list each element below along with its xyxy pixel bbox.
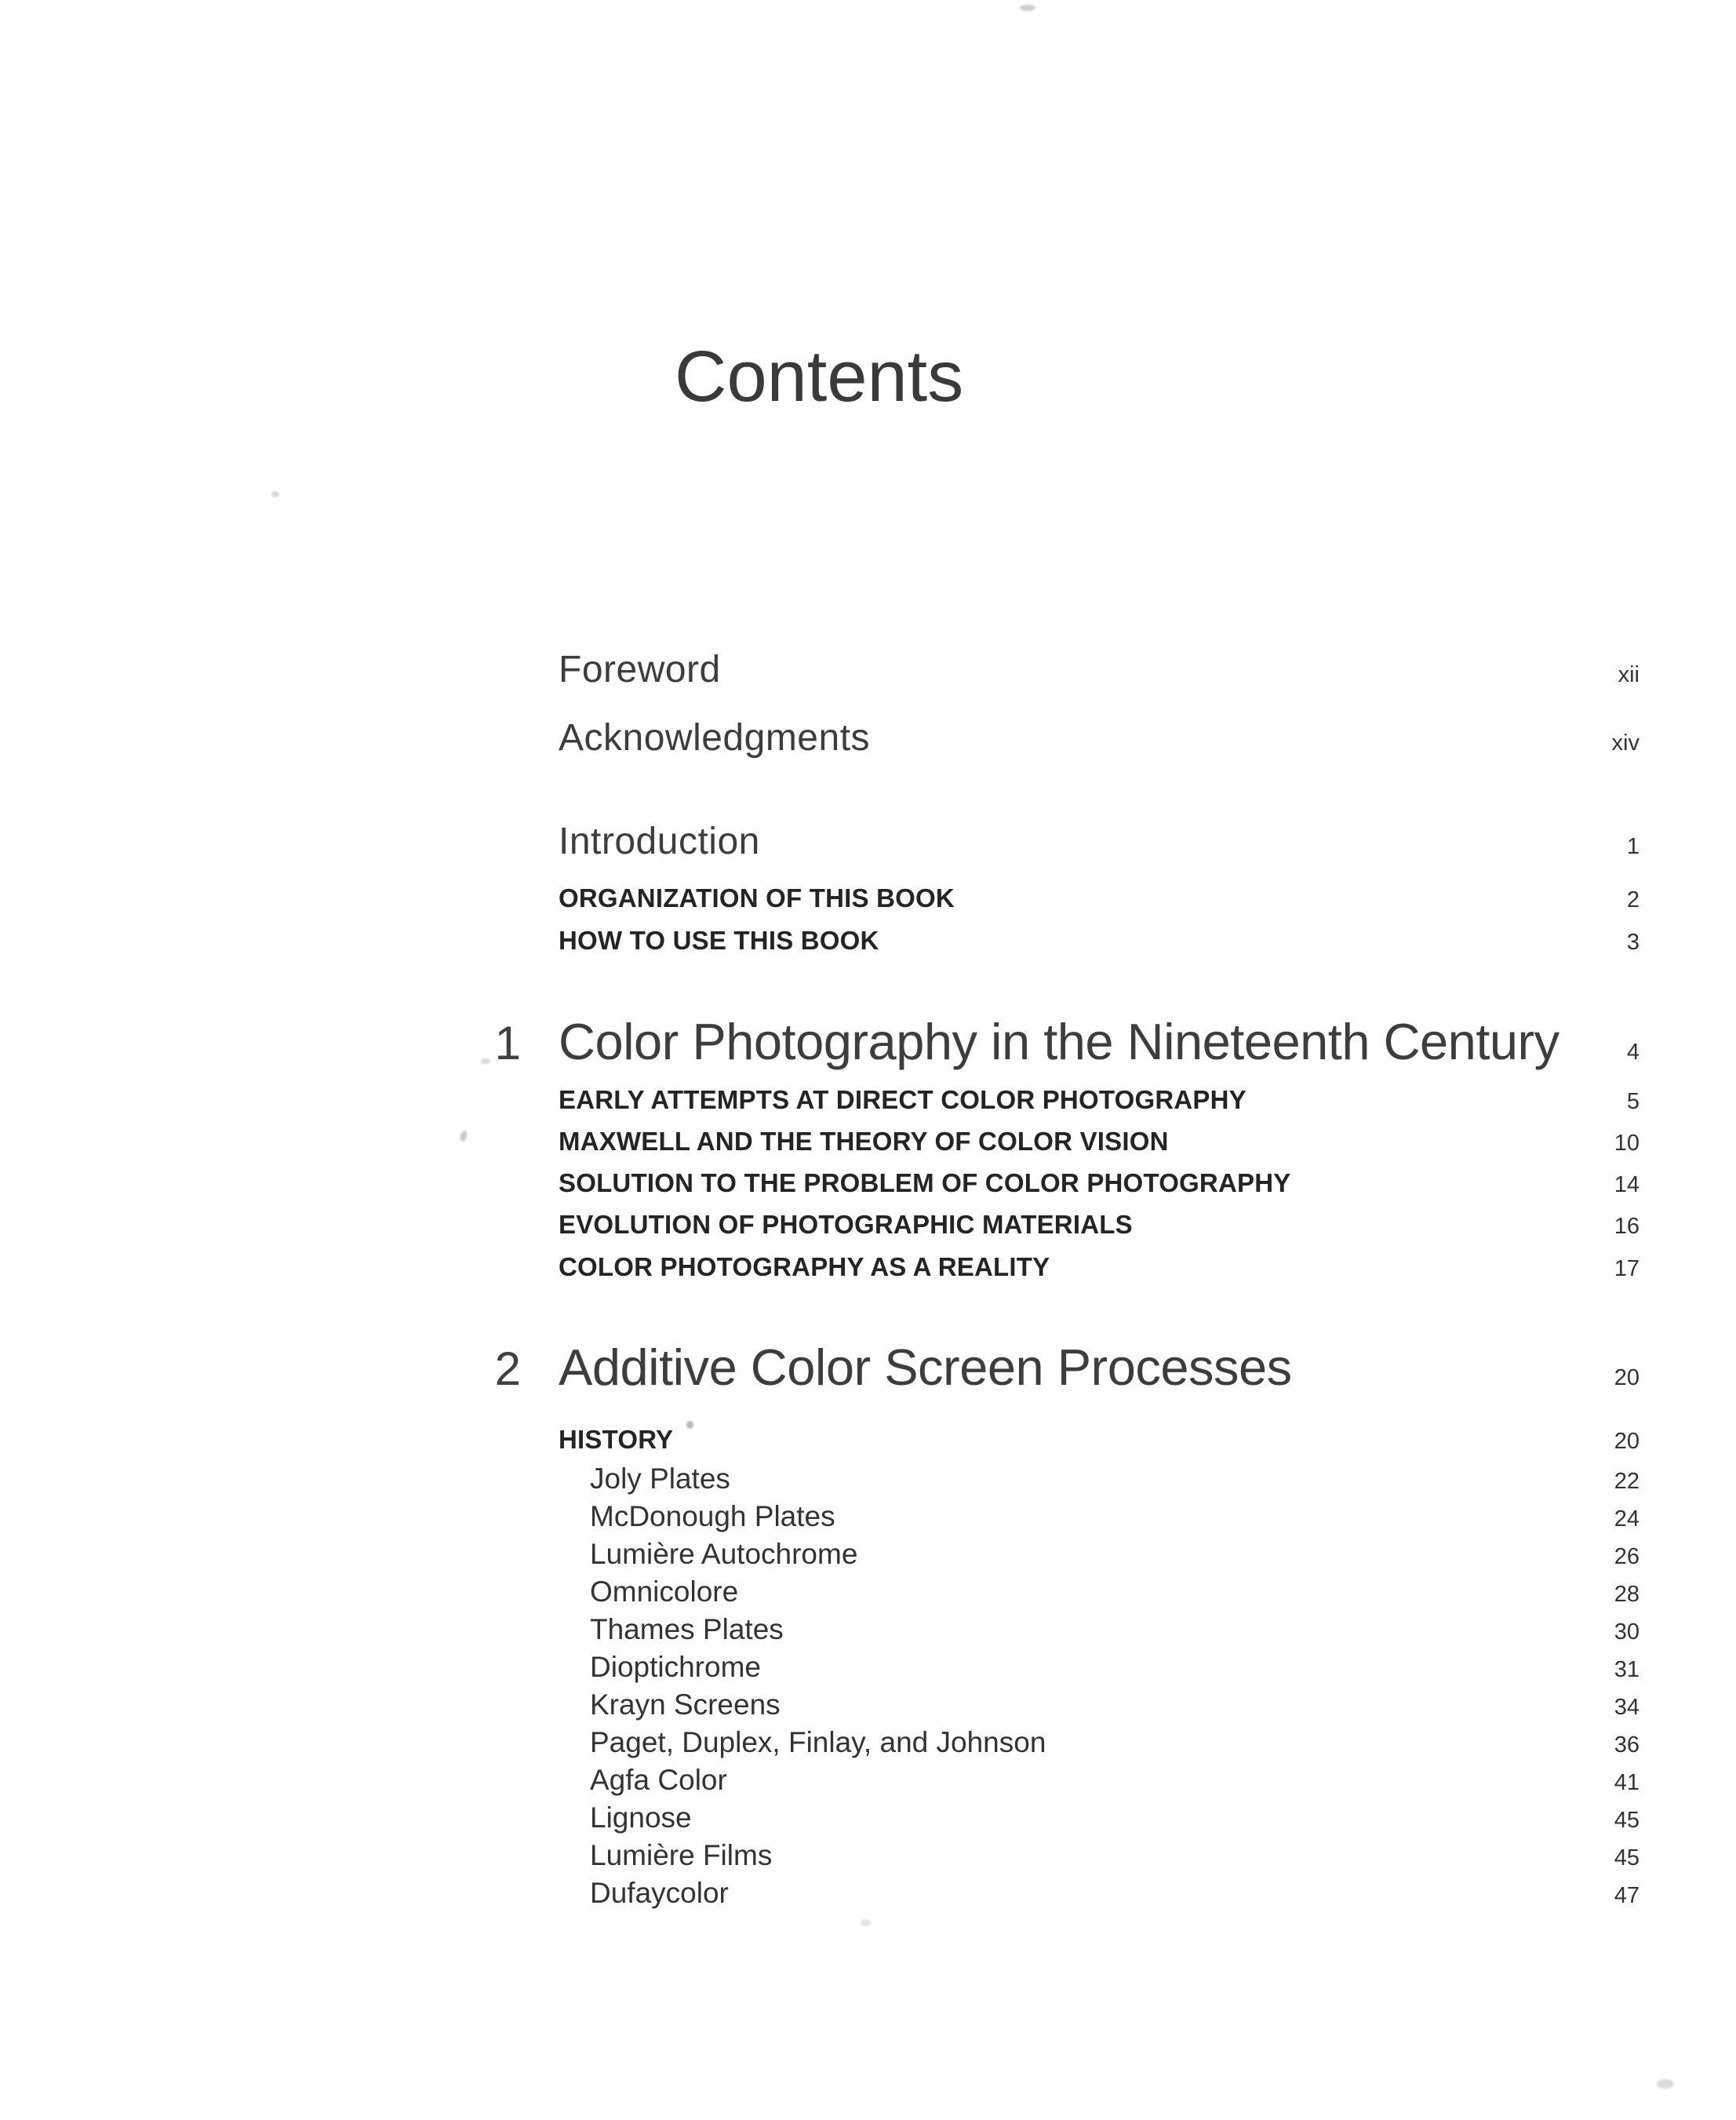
- toc-entry-omnicolore: [461, 1573, 1640, 1613]
- toc-entry-lumiere-films: [461, 1837, 1640, 1877]
- entry-page-number: 30: [1614, 1619, 1640, 1645]
- entry-label: Lignose: [590, 1801, 692, 1834]
- toc-chapter-2: [461, 1336, 1640, 1409]
- entry-page-number: 17: [1614, 1256, 1640, 1281]
- entry-label: HOW TO USE THIS BOOK: [559, 926, 879, 955]
- toc-entry-color-photography-reality: [461, 1251, 1640, 1285]
- toc-entry-solution-problem: [461, 1167, 1640, 1201]
- page-title: Contents: [675, 337, 964, 417]
- entry-label: MAXWELL AND THE THEORY OF COLOR VISION: [559, 1127, 1169, 1156]
- entry-label: Thames Plates: [590, 1613, 784, 1645]
- entry-label: Introduction: [559, 821, 760, 862]
- toc-entry-evolution-materials: [461, 1208, 1640, 1243]
- toc-entry-introduction: [461, 820, 1640, 869]
- entry-label: EARLY ATTEMPTS AT DIRECT COLOR PHOTOGRAPHY: [559, 1085, 1246, 1114]
- entry-label: SOLUTION TO THE PROBLEM OF COLOR PHOTOGRAPHY: [559, 1168, 1291, 1197]
- toc-entry-dioptichrome: [461, 1648, 1640, 1688]
- toc-entry-agfa-color: [461, 1761, 1640, 1801]
- entry-page-number: 45: [1614, 1808, 1640, 1833]
- toc-entry-paget-duplex-finlay-johnson: [461, 1724, 1640, 1764]
- entry-page-number: 24: [1614, 1506, 1640, 1532]
- entry-label: Lumière Films: [590, 1839, 773, 1871]
- entry-page-number: 45: [1614, 1845, 1640, 1870]
- entry-label: Lumière Autochrome: [590, 1538, 858, 1570]
- chapter-number: 1: [494, 1017, 521, 1069]
- toc-entry-how-to-use-this-book: [461, 924, 1640, 959]
- entry-page-number: 16: [1614, 1214, 1640, 1239]
- entry-page-number: 5: [1626, 1089, 1640, 1114]
- toc-entry-foreword: [461, 648, 1640, 697]
- entry-label: Joly Plates: [590, 1463, 730, 1495]
- entry-page-number: 2: [1626, 887, 1640, 912]
- entry-label: COLOR PHOTOGRAPHY AS A REALITY: [559, 1252, 1050, 1281]
- toc-entry-lignose: [461, 1799, 1640, 1839]
- entry-page-number: 20: [1614, 1365, 1640, 1390]
- entry-label: HISTORY: [559, 1425, 674, 1454]
- entry-page-number: 36: [1614, 1732, 1640, 1758]
- entry-page-number: 22: [1614, 1469, 1640, 1494]
- toc-entry-krayn-screens: [461, 1686, 1640, 1726]
- scan-speck: [1657, 2079, 1674, 2089]
- toc-entry-early-attempts: [461, 1084, 1640, 1118]
- entry-page-number: 28: [1614, 1582, 1640, 1607]
- entry-page-number: 4: [1626, 1040, 1640, 1065]
- toc-entry-lumiere-autochrome: [461, 1535, 1640, 1575]
- table-of-contents: [461, 0, 1640, 2120]
- entry-page-number: 34: [1614, 1695, 1640, 1720]
- toc-entry-history: [461, 1423, 1640, 1458]
- scan-speck: [271, 491, 279, 497]
- toc-entry-joly-plates: [461, 1460, 1640, 1500]
- entry-label: Krayn Screens: [590, 1688, 781, 1721]
- entry-label: Dufaycolor: [590, 1877, 729, 1909]
- toc-entry-acknowledgments: [461, 716, 1640, 765]
- toc-entry-dufaycolor: [461, 1874, 1640, 1914]
- entry-page-number: 31: [1614, 1657, 1640, 1682]
- entry-label: Omnicolore: [590, 1575, 739, 1608]
- chapter-number: 2: [494, 1342, 521, 1395]
- entry-page-number: 47: [1614, 1883, 1640, 1908]
- entry-label: Acknowledgments: [559, 717, 871, 759]
- entry-label: ORGANIZATION OF THIS BOOK: [559, 883, 955, 912]
- toc-chapter-1: [461, 1011, 1640, 1084]
- toc-entry-maxwell-theory: [461, 1125, 1640, 1160]
- entry-label: McDonough Plates: [590, 1500, 835, 1532]
- entry-label: EVOLUTION OF PHOTOGRAPHIC MATERIALS: [559, 1210, 1133, 1239]
- entry-label: Paget, Duplex, Finlay, and Johnson: [590, 1726, 1046, 1758]
- chapter-title: Additive Color Screen Processes: [559, 1339, 1292, 1396]
- entry-label: Agfa Color: [590, 1764, 727, 1796]
- toc-entry-thames-plates: [461, 1611, 1640, 1651]
- entry-page-number: 14: [1614, 1172, 1640, 1197]
- entry-page-number: 41: [1614, 1770, 1640, 1795]
- entry-label: Foreword: [559, 649, 721, 690]
- entry-page-number: xii: [1618, 662, 1640, 687]
- entry-page-number: 10: [1614, 1131, 1640, 1156]
- entry-page-number: 3: [1626, 930, 1640, 955]
- entry-page-number: 20: [1614, 1429, 1640, 1454]
- entry-page-number: 1: [1626, 834, 1640, 859]
- entry-label: Dioptichrome: [590, 1651, 761, 1683]
- entry-page-number: 26: [1614, 1544, 1640, 1569]
- chapter-title: Color Photography in the Nineteenth Century: [559, 1013, 1559, 1070]
- toc-entry-mcdonough-plates: [461, 1498, 1640, 1538]
- entry-page-number: xiv: [1611, 730, 1640, 756]
- toc-entry-organization-of-this-book: [461, 882, 1640, 916]
